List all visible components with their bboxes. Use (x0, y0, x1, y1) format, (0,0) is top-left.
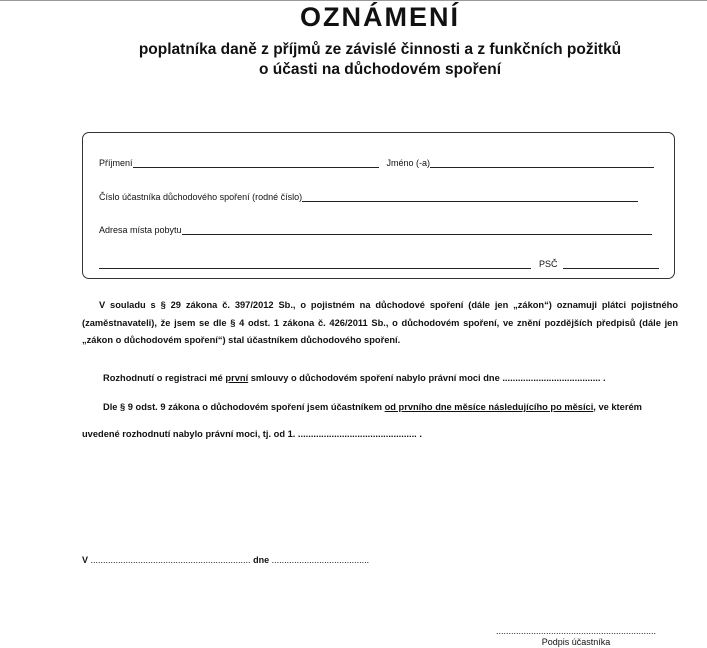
address-continued-field[interactable] (99, 259, 531, 269)
place-date-line (82, 555, 369, 565)
date-label: dne (253, 555, 270, 565)
registration-text-start: Rozhodnutí o registraci mé (103, 373, 226, 383)
document-subtitle-line-1: poplatníka daně z příjmů ze závislé činnosti a z funkčních požitků (138, 41, 622, 58)
paragraph-registration (82, 370, 678, 388)
participation-text-end: , ve kterém (593, 402, 642, 412)
signature-caption: Podpis účastníka (541, 637, 611, 647)
participation-text-underlined: od prvního dne měsíce následujícího po měsíci (384, 402, 594, 412)
personal-data-box (82, 132, 675, 279)
paragraph-effective-date: uvedené rozhodnutí nabylo právní moci, tj. od 1. .............................................. . (82, 429, 422, 439)
participant-number-row (99, 192, 638, 202)
place-label: V (82, 555, 89, 565)
address-row (99, 225, 652, 235)
document-subtitle-line-2: o účasti na důchodovém spoření (258, 61, 501, 78)
postcode-label: PSČ (539, 259, 558, 269)
place-field[interactable]: ................................................................ (90, 555, 251, 565)
paragraph-participation (82, 399, 678, 417)
signature-field[interactable]: ................................................................ (495, 626, 657, 636)
date-field[interactable]: ....................................... (271, 555, 370, 565)
postcode-field[interactable] (563, 259, 659, 269)
address-label: Adresa místa pobytu (99, 225, 182, 235)
surname-field[interactable] (133, 158, 379, 168)
signature-block (474, 626, 678, 647)
participant-number-label: Číslo účastníka důchodového spoření (rodné číslo) (99, 192, 303, 202)
name-label: Jméno (-a) (386, 158, 431, 168)
address-continued-row (99, 259, 659, 269)
surname-row (99, 158, 654, 168)
participation-text-start: Dle § 9 odst. 9 zákona o důchodovém spoření jsem účastníkem (103, 402, 385, 412)
surname-label: Příjmení (99, 158, 133, 168)
address-field[interactable] (182, 225, 652, 235)
name-field[interactable] (430, 158, 654, 168)
participant-number-field[interactable] (302, 192, 638, 202)
registration-text-end: smlouvy o důchodovém spoření nabylo právní moci dne ...................................... . (248, 373, 606, 383)
paragraph-legal-basis: V souladu s § 29 zákona č. 397/2012 Sb., o pojistném na důchodové spoření (dále jen „zákon“) oznamuji plátci pojistného (zaměstnavateli), že jsem se dle § 4 odst. 1 zákona č. 426/2011 Sb., o důchodovém spoření, ve znění pozdějších předpisů (dále jen „zákon o důchodovém spoření“) stal účastníkem důchodového spoření. (82, 300, 678, 345)
document-title: OZNÁMENÍ (300, 2, 460, 32)
top-rule (0, 0, 707, 1)
registration-text-underlined: první (225, 373, 249, 383)
